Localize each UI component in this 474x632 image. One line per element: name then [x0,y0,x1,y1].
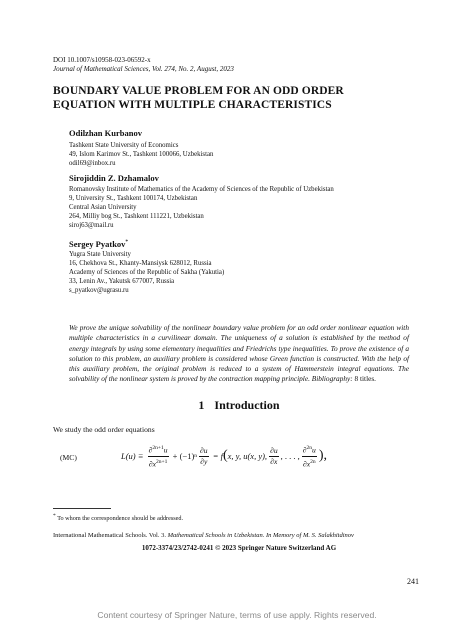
partial-symbol: ∂ [148,445,153,455]
fraction-2 [199,446,209,467]
fraction-3 [269,446,279,467]
affiliation-line: 9, University St., Tashkent 100174, Uzbekistan [69,195,198,202]
author-name-1: Odilzhan Kurbanov [69,128,142,138]
author-email: siroj63@mail.ru [69,222,114,229]
equation-lhs: L(u) ≡ [121,451,144,461]
section-heading [53,398,425,412]
author-name-3 [69,237,128,250]
denominator: ∂x [302,459,311,469]
author-name-text: Sergey Pyatkov [69,238,126,249]
affiliation-line: 49, Islom Karimov St., Tashkent 100066, Uzbekistan [69,151,214,158]
footnote-text: To whom the correspondence should be addressed. [57,515,184,523]
partial-symbol: ∂ [302,445,307,455]
rhs-function: = f [212,451,223,461]
bibliography-count: 8 titles. [354,374,377,384]
exponent: 2n+1 [152,444,164,451]
author-email: s_pyatkov@ugrasu.ru [69,287,129,294]
author-email: odil69@inbox.ru [69,160,116,167]
bibliography-label: Bibliography: [311,374,353,384]
close-paren: ), [318,448,327,463]
footer-series-line [53,531,354,540]
ellipsis: , . . . , [280,451,300,461]
fraction-4 [302,443,317,469]
doi: DOI 10.1007/s10958-023-06592-x [53,56,151,64]
affiliation-line: Central Asian University [69,204,137,211]
affiliation-line: Yugra State University [69,251,131,258]
denominator: ∂x [270,456,278,466]
affiliation-line: 33, Lenin Av., Yakutsk 677007, Russia [69,278,175,285]
footer-series: International Mathematical Schools. Vol. 3. [53,532,166,539]
title-line-2: EQUATION WITH MULTIPLE CHARACTERISTICS [53,99,332,111]
author-affiliation-2 [69,185,429,230]
footnote-marker: * [53,513,56,519]
title-line-1: BOUNDARY VALUE PROBLEM FOR AN ODD ORDER [53,85,344,97]
variable: u [312,445,316,455]
abstract-text: We prove the unique solvability of the nonlinear boundary value problem for an odd order nonlinear equation with multiple characteristics in a curvilinear domain. The uniqueness of a solution is established by the method of energy integrals by using some elementary inequalities and Friedrichs type inequalities. To prove the existence of a solution to this problem, an auxiliary problem is considered whose Green function is constructed. With the help of this auxiliary problem, the original problem is reduced to a system of Hammerstein integral equations. The solvability of the nonlinear system is proved by the contraction mapping principle. [69,323,409,384]
section-title: Introduction [214,398,280,412]
denominator: ∂x [148,459,156,469]
section-number: 1 [198,398,205,412]
affiliation-line: Romanovsky Institute of Mathematics of the Academy of Sciences of the Republic of Uzbekistan [69,186,334,193]
paper-title [53,84,425,112]
affiliation-line: Tashkent State University of Economics [69,142,179,149]
author-name-2: Sirojiddin Z. Dzhamalov [69,173,159,183]
author-affiliation-3 [69,250,429,295]
affiliation-line: Academy of Sciences of the Republic of Sakha (Yakutia) [69,269,225,276]
affiliation-line: 16, Chekhova St., Khanty-Mansiysk 628012, Russia [69,260,212,267]
equation-mc [121,441,421,471]
equation-label: (MC) [60,453,77,462]
footer-copyright: 1072-3374/23/2742-0241 © 2023 Springer Nature Switzerland AG [141,544,337,552]
fraction-1 [148,443,169,469]
footnote-rule [53,508,111,509]
author-affiliation-1 [69,141,429,168]
numerator: ∂u [200,445,208,455]
footnote-marker: * [125,239,129,245]
courtesy-notice: Content courtesy of Springer Nature, terms of use apply. Rights reserved. [97,610,377,620]
variable: u [163,445,168,455]
footnote [53,512,183,523]
denominator: ∂y [200,456,208,466]
exponent: 2n [310,458,316,465]
exponent: 2n+1 [155,458,168,465]
affiliation-line: 264, Milliy bog St., Tashkent 111221, Uzbekistan [69,213,204,220]
intro-paragraph: We study the odd order equations [53,425,155,434]
plus-term: + (−1) [172,451,195,461]
numerator: ∂u [270,445,278,455]
open-paren: ( [222,448,228,463]
journal-citation: Journal of Mathematical Sciences, Vol. 274, No. 2, August, 2023 [53,65,234,73]
footer-volume-title: Mathematical Schools in Uzbekistan. In Memory of M. S. Salakhitdinov [167,532,354,539]
exponent: n [194,453,198,459]
function-arguments: x, y, u(x, y), [227,451,268,461]
abstract [69,323,409,385]
exponent: 2n [306,444,313,451]
page-number: 241 [407,577,419,586]
